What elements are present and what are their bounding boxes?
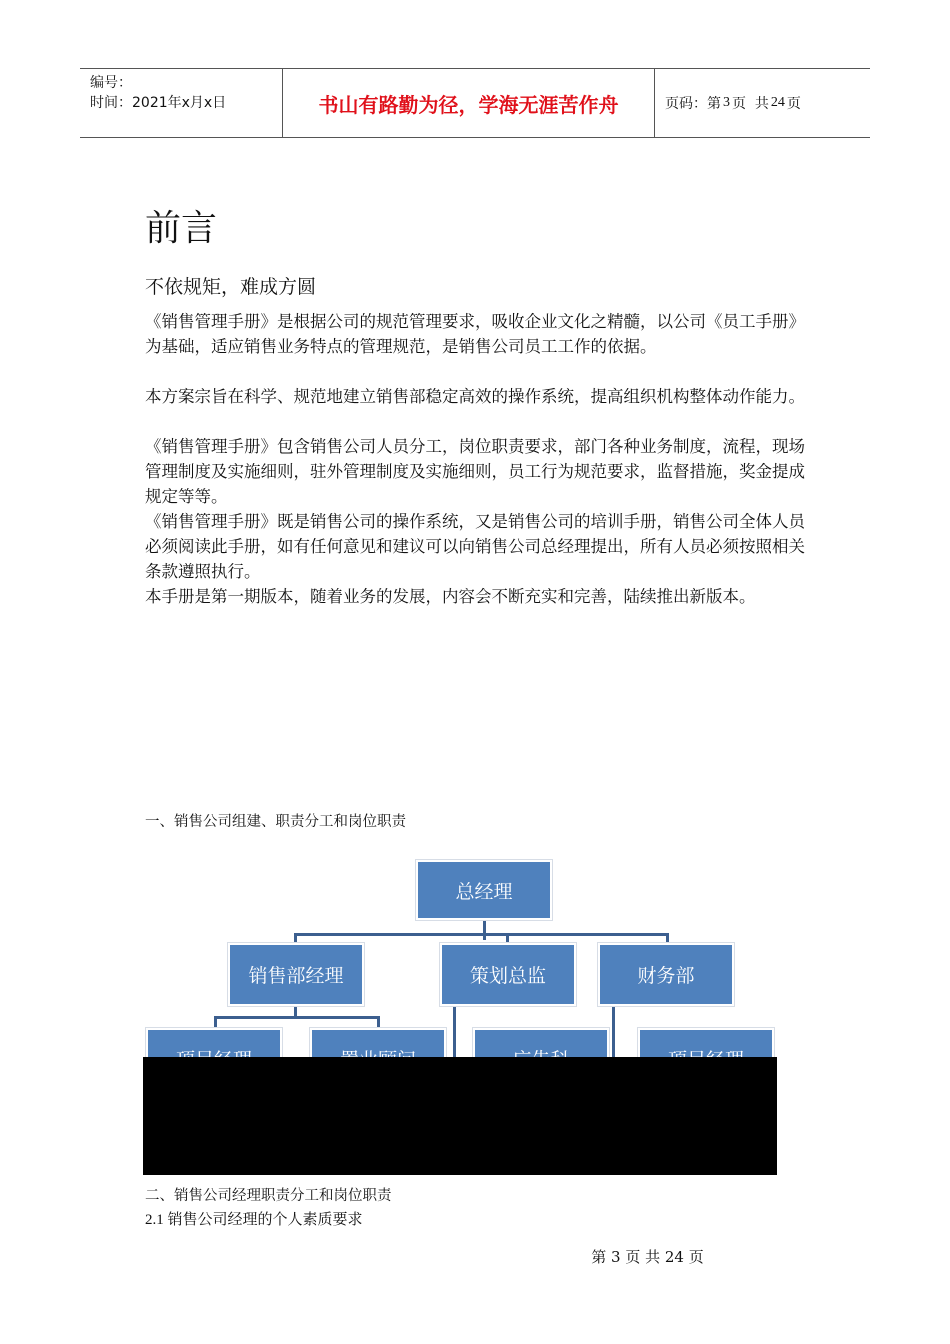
- header-meta: [80, 69, 282, 137]
- page-header: [80, 68, 870, 138]
- connector-line: [453, 1004, 456, 1064]
- org-node-top: 总经理: [418, 862, 550, 918]
- paragraph-3: 《销售管理手册》包含销售公司人员分工，岗位职责要求，部门各种业务制度，流程，现场管理制度及实施细则，驻外管理制度及实施细则，员工行为规范要求，监督措施，奖金提成规定等等。: [145, 437, 805, 506]
- footer-page-number: 第 3 页 共 24 页: [591, 1248, 704, 1266]
- section-2-heading: 二、销售公司经理职责分工和岗位职责: [145, 1188, 392, 1204]
- connector-line: [294, 933, 297, 945]
- page-mid: 页 共: [732, 96, 769, 112]
- section-1-heading: 一、销售公司组建、职责分工和岗位职责: [145, 814, 406, 830]
- number-label: 编号：: [90, 75, 132, 91]
- page-title: 前言: [145, 208, 218, 249]
- connector-line: [294, 1004, 297, 1018]
- paragraph-5: 本手册是第一期版本，随着业务的发展，内容会不断充实和完善，陆续推出新版本。: [145, 587, 756, 606]
- connector-line: [294, 933, 668, 936]
- org-node-level2: 销售部经理: [230, 945, 362, 1004]
- connector-line: [377, 1016, 380, 1028]
- connector-line: [214, 1016, 217, 1028]
- header-motto: 书山有路勤为径，学海无涯苦作舟: [282, 69, 655, 137]
- page-end: 页: [786, 96, 801, 112]
- section-2-1-heading: 2.1 销售公司经理的个人素质要求: [145, 1212, 363, 1228]
- paragraph-4: 《销售管理手册》既是销售公司的操作系统，又是销售公司的培训手册，销售公司全体人员必须阅读此手册，如有任何意见和建议可以向销售公司总经理提出，所有人员必须按照相关条款遵照执行。: [145, 512, 805, 581]
- paragraph-1: 《销售管理手册》是根据公司的规范管理要求，吸收企业文化之精髓，以公司《员工手册》为基础，适应销售业务特点的管理规范，是销售公司员工工作的依据。: [145, 312, 805, 356]
- time-label: 时间：2021年x月x日: [90, 95, 227, 111]
- page-current: 3: [723, 95, 730, 110]
- connector-line: [612, 1004, 615, 1064]
- org-node-level2: 财务部: [600, 945, 732, 1004]
- paragraph-2: 本方案宗旨在科学、规范地建立销售部稳定高效的操作系统，提高组织机构整体动作能力。: [145, 387, 805, 406]
- page-footer: [0, 1246, 950, 1267]
- header-page-info: [655, 69, 870, 137]
- connector-line: [483, 918, 486, 940]
- page-total: 24: [770, 95, 785, 110]
- page-subtitle: 不依规矩，难成方圆: [145, 276, 317, 298]
- page-label: 页码：第: [665, 96, 721, 112]
- org-node-level2: 策划总监: [442, 945, 574, 1004]
- connector-line: [214, 1016, 380, 1019]
- redaction-block: [143, 1057, 777, 1175]
- connector-line: [506, 933, 509, 945]
- connector-line: [666, 933, 669, 945]
